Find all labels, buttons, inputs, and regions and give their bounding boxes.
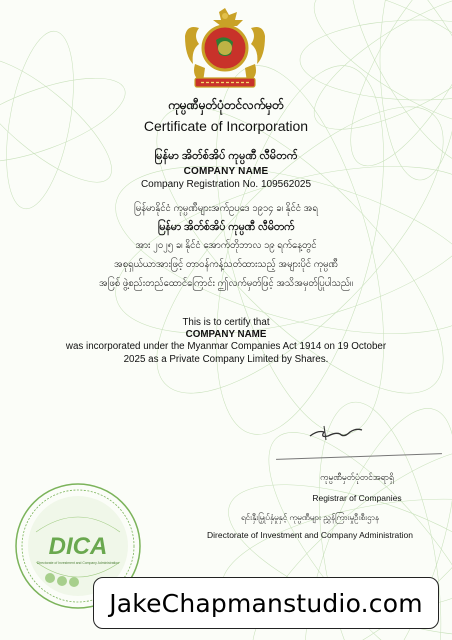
body-my-line: အစုရှယ်ယာအားဖြင့် တာဝန်ကန့်သတ်ထားသည့် အများပိုင် ကုမ္ပဏီ (114, 259, 338, 270)
body-my-line: အား ၂၀၂၅ ခ၊ နိုင်ငံ အောက်တိုဘာလ ၁၉ ရက်နေ့တွင် (135, 240, 317, 251)
registrar-title: Registrar of Companies (312, 493, 402, 503)
company-name-my: မြန်မာ အိတ်စ်အိပ် ကုမ္ပဏီ လီမိတက် (154, 150, 298, 162)
certificate-title: Certificate of Incorporation (143, 118, 309, 134)
certificate-title-my: ကုမ္ပဏီမှတ်ပုံတင်လက်မှတ် (168, 98, 284, 112)
seal-acronym: DICA (48, 533, 108, 560)
directorate-name-my: ရင်းနှီးမြှုပ်နှံမှုနှင့် ကုမ္ပဏီများ ညွှန်ကြားမှုဦးစီးဌာန (241, 513, 379, 522)
body-en-line: was incorporated under the Myanmar Companies Act 1914 on 19 October (65, 341, 387, 352)
body-my-line: အဖြစ် ဖွဲ့စည်းတည်ထောင်ကြောင်း ဤလက်မှတ်ဖြင့် အသိအမှတ်ပြုပါသည်။ (99, 278, 353, 289)
signature-line (276, 453, 442, 460)
body-my-line: မြန်မာနိုင်ငံ ကုမ္ပဏီများအက်ဥပဒေ ၁၉၁၄ ခ၊ နိုင်ငံ အရ (134, 203, 318, 214)
state-emblem (181, 6, 269, 90)
body-en-line: 2025 as a Private Company Limited by Shares. (123, 354, 329, 365)
watermark-banner: JakeChapmanstudio.com (93, 577, 439, 629)
company-name: COMPANY NAME (183, 166, 269, 177)
directorate-name: Directorate of Investment and Company Administration (207, 530, 413, 540)
body-en-company-name: COMPANY NAME (185, 329, 267, 340)
body-my-line: မြန်မာ အိတ်စ်အိပ် ကုမ္ပဏီ လီမိတက် (157, 221, 295, 233)
seal-caption: Directorate of Investment and Company Administration (36, 561, 120, 565)
body-en-line: This is to certify that (182, 317, 270, 328)
registration-number: Company Registration No. 109562025 (140, 179, 312, 190)
registrar-title-my: ကုမ္ပဏီမှတ်ပုံတင်အရာရှိ (320, 472, 394, 482)
registrar-signature (306, 416, 366, 446)
